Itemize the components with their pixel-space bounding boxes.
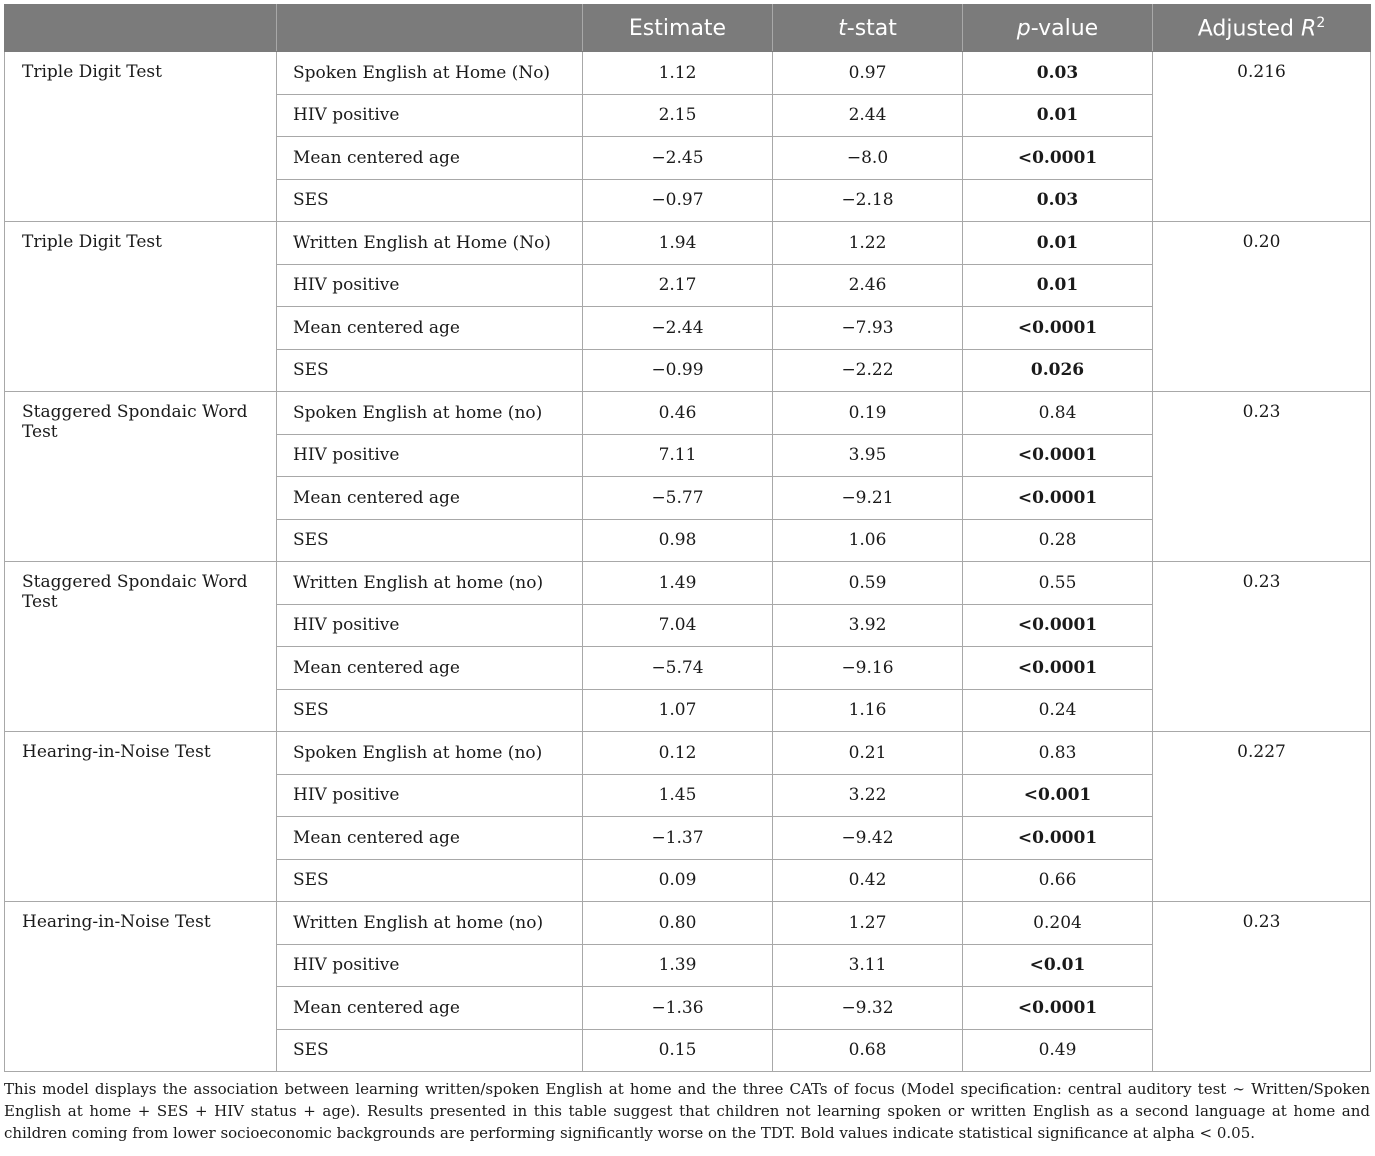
pvalue-cell: 0.01 <box>963 94 1153 137</box>
pvalue-cell: <0.0001 <box>963 987 1153 1030</box>
estimate-cell: −5.74 <box>583 647 773 690</box>
test-name-cell: Hearing-in-Noise Test <box>5 902 277 1072</box>
predictor-cell: Spoken English at home (no) <box>277 392 583 435</box>
adjusted-r2-cell: 0.23 <box>1153 902 1371 1072</box>
table-row <box>5 392 1371 435</box>
pvalue-cell: 0.83 <box>963 732 1153 775</box>
tstat-cell: 0.19 <box>773 392 963 435</box>
estimate-cell: −5.77 <box>583 477 773 520</box>
predictor-cell: HIV positive <box>277 264 583 307</box>
estimate-cell: 0.15 <box>583 1029 773 1072</box>
table-row <box>5 52 1371 95</box>
estimate-cell: −2.45 <box>583 137 773 180</box>
tstat-cell: 2.46 <box>773 264 963 307</box>
pvalue-cell: 0.03 <box>963 179 1153 222</box>
predictor-cell: Spoken English at Home (No) <box>277 52 583 95</box>
tstat-cell: 0.21 <box>773 732 963 775</box>
pvalue-cell: 0.66 <box>963 859 1153 902</box>
predictor-cell: HIV positive <box>277 434 583 477</box>
tstat-cell: 1.06 <box>773 519 963 562</box>
estimate-cell: 1.49 <box>583 562 773 605</box>
pvalue-cell: <0.0001 <box>963 434 1153 477</box>
header-adjusted-r2 <box>1153 5 1371 52</box>
pvalue-cell: <0.0001 <box>963 604 1153 647</box>
tstat-cell: −2.22 <box>773 349 963 392</box>
predictor-cell: Written English at Home (No) <box>277 222 583 265</box>
predictor-cell: Mean centered age <box>277 987 583 1030</box>
tstat-cell: 0.59 <box>773 562 963 605</box>
predictor-cell: SES <box>277 1029 583 1072</box>
tstat-cell: −9.16 <box>773 647 963 690</box>
predictor-cell: SES <box>277 519 583 562</box>
estimate-cell: 1.45 <box>583 774 773 817</box>
predictor-cell: Mean centered age <box>277 307 583 350</box>
test-name-cell: Triple Digit Test <box>5 222 277 392</box>
header-adjr2-label: Adjusted <box>1197 16 1302 42</box>
estimate-cell: 2.15 <box>583 94 773 137</box>
estimate-cell: 1.94 <box>583 222 773 265</box>
tstat-cell: 1.22 <box>773 222 963 265</box>
predictor-cell: Written English at home (no) <box>277 902 583 945</box>
header-pvalue <box>963 5 1153 52</box>
estimate-cell: 1.39 <box>583 944 773 987</box>
pvalue-cell: 0.55 <box>963 562 1153 605</box>
pvalue-cell: 0.204 <box>963 902 1153 945</box>
predictor-cell: Mean centered age <box>277 817 583 860</box>
pvalue-cell: <0.0001 <box>963 647 1153 690</box>
adjusted-r2-cell: 0.227 <box>1153 732 1371 902</box>
header-predictor-column <box>277 5 583 52</box>
estimate-cell: −1.37 <box>583 817 773 860</box>
predictor-cell: SES <box>277 349 583 392</box>
predictor-cell: Mean centered age <box>277 647 583 690</box>
pvalue-cell: 0.28 <box>963 519 1153 562</box>
estimate-cell: −2.44 <box>583 307 773 350</box>
adjusted-r2-cell: 0.20 <box>1153 222 1371 392</box>
estimate-cell: −1.36 <box>583 987 773 1030</box>
pvalue-cell: <0.0001 <box>963 477 1153 520</box>
pvalue-cell: <0.0001 <box>963 137 1153 180</box>
header-adjr2-sup: 2 <box>1316 14 1326 31</box>
table-row <box>5 732 1371 775</box>
header-test-column <box>5 5 277 52</box>
adjusted-r2-cell: 0.23 <box>1153 392 1371 562</box>
estimate-cell: 0.09 <box>583 859 773 902</box>
tstat-cell: 3.92 <box>773 604 963 647</box>
pvalue-cell: <0.01 <box>963 944 1153 987</box>
table-row <box>5 902 1371 945</box>
header-tstat-rest: -stat <box>846 15 897 41</box>
test-name-cell: Hearing-in-Noise Test <box>5 732 277 902</box>
estimate-cell: 0.98 <box>583 519 773 562</box>
tstat-cell: 2.44 <box>773 94 963 137</box>
tstat-cell: 0.68 <box>773 1029 963 1072</box>
predictor-cell: Written English at home (no) <box>277 562 583 605</box>
estimate-cell: 1.12 <box>583 52 773 95</box>
pvalue-cell: 0.026 <box>963 349 1153 392</box>
test-name-cell: Staggered Spondaic Word Test <box>5 562 277 732</box>
estimate-cell: 7.11 <box>583 434 773 477</box>
table-footnote: This model displays the association between learning written/spoken English at home and the three CATs of focus (Model specification: central auditory test ∼ Written/Spoken English at home + SES + HIV status + age). Results presented in this table suggest that children not learning spoken or written English as a second language at home and children coming from lower socioeconomic backgrounds are performing significantly worse on the TDT. Bold values indicate statistical significance at alpha < 0.05. <box>4 1080 1370 1142</box>
table-body <box>5 52 1371 1072</box>
predictor-cell: Mean centered age <box>277 137 583 180</box>
predictor-cell: HIV positive <box>277 604 583 647</box>
tstat-cell: −9.32 <box>773 987 963 1030</box>
estimate-cell: −0.97 <box>583 179 773 222</box>
tstat-cell: 1.27 <box>773 902 963 945</box>
pvalue-cell: <0.001 <box>963 774 1153 817</box>
pvalue-cell: 0.03 <box>963 52 1153 95</box>
header-tstat <box>773 5 963 52</box>
tstat-cell: −2.18 <box>773 179 963 222</box>
tstat-cell: −7.93 <box>773 307 963 350</box>
header-pvalue-p: p <box>1016 15 1031 41</box>
tstat-cell: 1.16 <box>773 689 963 732</box>
tstat-cell: 0.42 <box>773 859 963 902</box>
results-table <box>4 4 1371 1072</box>
header-adjr2-r: R <box>1301 16 1317 42</box>
header-pvalue-rest: -value <box>1030 15 1099 41</box>
predictor-cell: SES <box>277 179 583 222</box>
predictor-cell: SES <box>277 689 583 732</box>
pvalue-cell: 0.84 <box>963 392 1153 435</box>
estimate-cell: 0.12 <box>583 732 773 775</box>
tstat-cell: 0.97 <box>773 52 963 95</box>
predictor-cell: Mean centered age <box>277 477 583 520</box>
tstat-cell: 3.95 <box>773 434 963 477</box>
header-tstat-t: t <box>838 15 847 41</box>
predictor-cell: SES <box>277 859 583 902</box>
pvalue-cell: 0.01 <box>963 222 1153 265</box>
adjusted-r2-cell: 0.23 <box>1153 562 1371 732</box>
test-name-cell: Triple Digit Test <box>5 52 277 222</box>
estimate-cell: 0.80 <box>583 902 773 945</box>
table-row <box>5 222 1371 265</box>
tstat-cell: 3.22 <box>773 774 963 817</box>
test-name-cell: Staggered Spondaic Word Test <box>5 392 277 562</box>
header-estimate: Estimate <box>583 5 773 52</box>
estimate-cell: 7.04 <box>583 604 773 647</box>
pvalue-cell: 0.01 <box>963 264 1153 307</box>
estimate-cell: 2.17 <box>583 264 773 307</box>
header-row <box>5 5 1371 52</box>
estimate-cell: 0.46 <box>583 392 773 435</box>
predictor-cell: HIV positive <box>277 944 583 987</box>
pvalue-cell: 0.49 <box>963 1029 1153 1072</box>
pvalue-cell: <0.0001 <box>963 307 1153 350</box>
predictor-cell: HIV positive <box>277 774 583 817</box>
table-row <box>5 562 1371 605</box>
tstat-cell: 3.11 <box>773 944 963 987</box>
pvalue-cell: 0.24 <box>963 689 1153 732</box>
tstat-cell: −9.21 <box>773 477 963 520</box>
tstat-cell: −9.42 <box>773 817 963 860</box>
adjusted-r2-cell: 0.216 <box>1153 52 1371 222</box>
predictor-cell: HIV positive <box>277 94 583 137</box>
predictor-cell: Spoken English at home (no) <box>277 732 583 775</box>
tstat-cell: −8.0 <box>773 137 963 180</box>
pvalue-cell: <0.0001 <box>963 817 1153 860</box>
estimate-cell: 1.07 <box>583 689 773 732</box>
document <box>4 4 1370 1144</box>
estimate-cell: −0.99 <box>583 349 773 392</box>
